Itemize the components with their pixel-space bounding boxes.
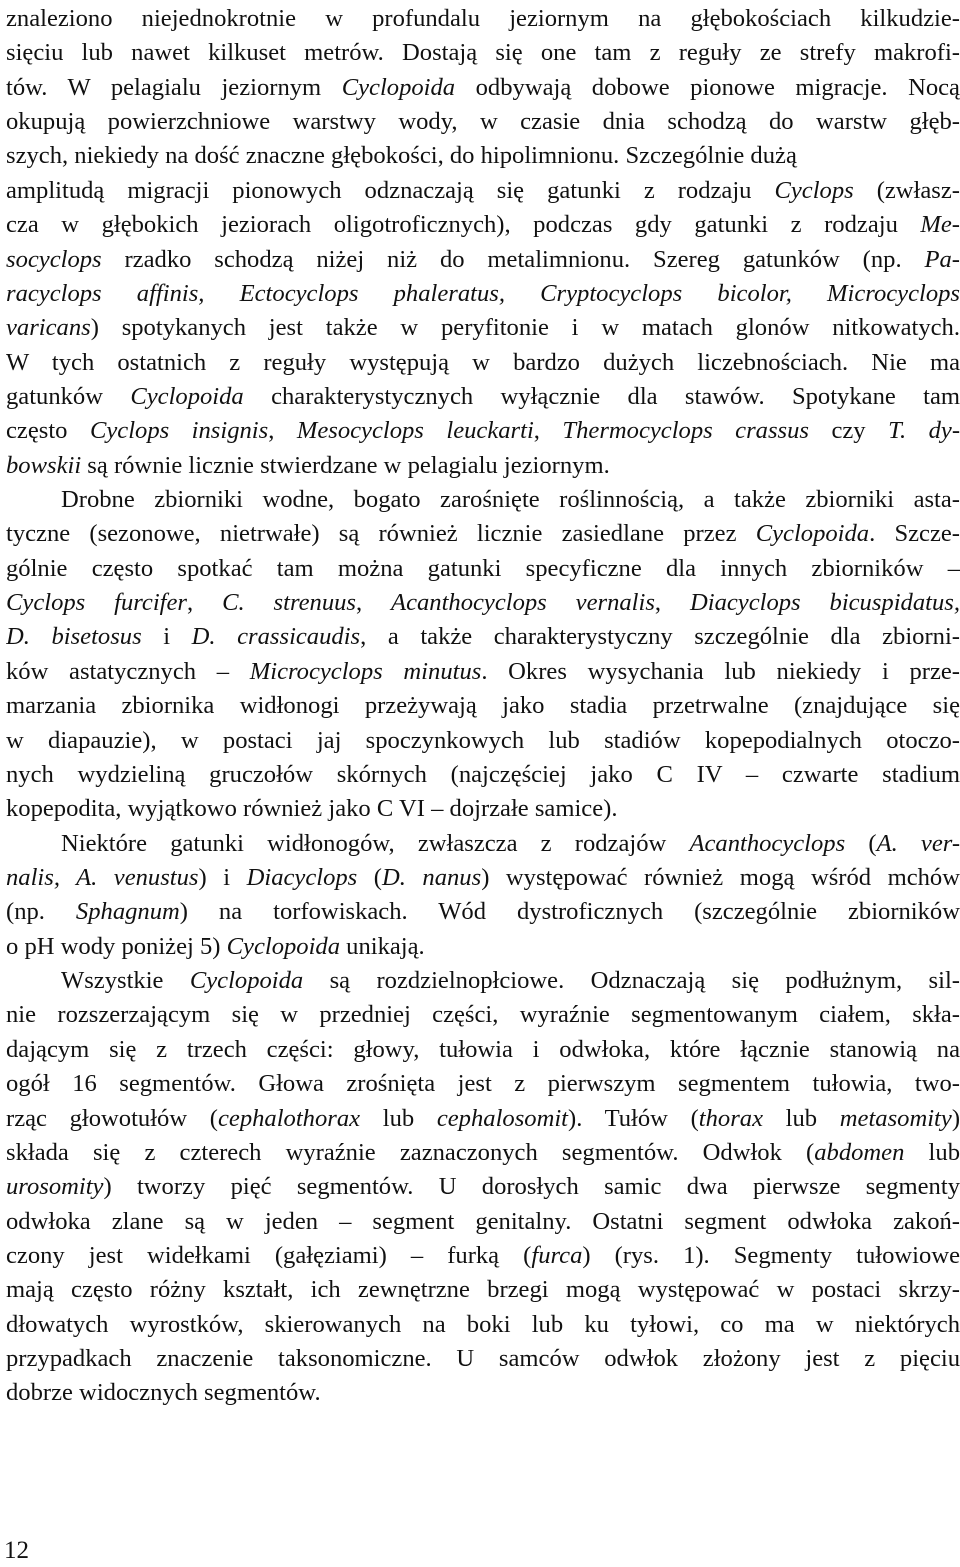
text-run: i <box>141 623 192 651</box>
text-run: ogół 16 segmentów. Głowa zrośnięta jest z pierwszym segmentem tułowia, two- <box>6 1070 960 1098</box>
italic-term: Mesocyclops leuckarti <box>296 417 534 445</box>
text-line <box>6 827 960 861</box>
text-line <box>6 1342 960 1376</box>
text-run: tyczne (sezonowe, nietrwałe) są również licznie zasiedlane przez <box>6 520 756 548</box>
italic-term: Cyclopoida <box>189 967 304 995</box>
text-run: ) występować również mogą wśród mchów <box>481 863 960 891</box>
text-line <box>6 895 960 929</box>
text-run: , a także charakterystyczny szczególnie dla zbiorni- <box>360 623 960 651</box>
text-run: , <box>187 589 223 617</box>
text-line <box>6 208 960 242</box>
text-line <box>6 930 960 964</box>
italic-term: C. strenuus <box>222 589 356 617</box>
text-line <box>6 105 960 139</box>
text-run: ). Tułów ( <box>568 1104 699 1132</box>
text-run: lub <box>763 1104 840 1132</box>
text-run: W tych ostatnich z reguły występują w bardzo dużych liczebnościach. Nie ma <box>6 348 960 376</box>
italic-term: cephalosomit <box>436 1104 568 1132</box>
italic-term: Acanthocyclops vernalis <box>391 589 655 617</box>
italic-term: varicans <box>6 314 91 342</box>
text-line <box>6 1067 960 1101</box>
italic-term: socyclops <box>6 245 102 273</box>
italic-term: Cyclopoida <box>130 382 244 410</box>
italic-term: Cyclopoida <box>226 932 341 960</box>
italic-term: D. crassicaudis <box>191 623 361 651</box>
page-number: 12 <box>4 1537 29 1564</box>
text-run: , <box>268 417 297 445</box>
text-line <box>6 724 960 758</box>
text-run: o pH wody poniżej 5) <box>6 932 227 960</box>
text-run: charakterystycznych wyłącznie dla stawów. Spotykane tam <box>243 382 960 410</box>
italic-term: Sphagnum <box>75 898 180 926</box>
italic-term: T. dy- <box>888 417 960 445</box>
text-run: rzadko schodzą niżej niż do metalimnionu. Szereg gatunków (np. <box>101 245 925 273</box>
text-run: ) i <box>198 863 247 891</box>
text-run: ) na torfowiskach. Wód dystroficznych (szczególnie zbiorników <box>179 898 960 926</box>
text-run: (zwłasz- <box>853 176 960 204</box>
text-run: (np. <box>6 898 76 926</box>
text-run: w diapauzie), w postaci jaj spoczynkowych lub stadiów kopepodialnych otoczo- <box>6 726 960 754</box>
text-run: odbywają dobowe pionowe migracje. Nocą <box>455 73 960 101</box>
text-line <box>6 311 960 345</box>
text-run: są równie licznie stwierdzane w pelagialu jeziornym. <box>81 451 610 479</box>
text-line <box>6 792 960 826</box>
text-run: ( <box>845 829 877 857</box>
text-run: . Szcze- <box>869 520 960 548</box>
text-line <box>6 449 960 483</box>
italic-term: Thermocyclops crassus <box>562 417 809 445</box>
text-run: dłowatych wyrostków, skierowanych na boki lub ku tyłowi, co ma w niektórych <box>6 1310 960 1338</box>
text-line <box>6 1205 960 1239</box>
italic-term: urosomity <box>6 1173 104 1201</box>
text-line <box>6 517 960 551</box>
text-line <box>6 414 960 448</box>
text-line <box>6 861 960 895</box>
text-run: lub <box>360 1104 437 1132</box>
text-line <box>6 1136 960 1170</box>
italic-term: Acanthocyclops <box>689 829 846 857</box>
text-line <box>6 139 960 173</box>
text-run: szych, niekiedy na dość znaczne głębokości, do hipolimnionu. Szczególnie dużą <box>6 142 797 170</box>
text-run: przypadkach znaczenie taksonomiczne. U samców odwłok złożony jest z pięciu <box>6 1345 960 1373</box>
italic-term: racyclops affinis, Ectocyclops phaleratus, Cryptocyclops bicolor, Microcyclops <box>6 279 960 307</box>
italic-term: bowskii <box>6 451 82 479</box>
text-run: znaleziono niejednokrotnie w profundalu jeziornym na głębokościach kilkudzie- <box>6 5 960 32</box>
italic-term: thorax <box>698 1104 763 1132</box>
italic-term: cephalothorax <box>217 1104 361 1132</box>
text-line <box>6 380 960 414</box>
text-line <box>6 552 960 586</box>
text-run: ) (rys. 1). Segmenty tułowiowe <box>582 1241 960 1269</box>
text-line <box>6 1033 960 1067</box>
text-run: cza w głębokich jeziorach oligotroficznych), podczas gdy gatunki z rodzaju <box>6 211 921 239</box>
text-line <box>6 277 960 311</box>
text-line <box>6 71 960 105</box>
text-run: są rozdzielnopłciowe. Odznaczają się podłużnym, sil- <box>303 967 960 995</box>
text-run: . Okres wysychania lub niekiedy i prze- <box>481 657 960 685</box>
text-run: rząc głowotułów ( <box>6 1104 218 1132</box>
text-run: ) tworzy pięć segmentów. U dorosłych samic dwa pierwsze segmenty <box>103 1173 960 1201</box>
text-run: nie rozszerzającym się w przedniej części, wyraźnie segmentowanym ciałem, skła- <box>6 1001 960 1029</box>
text-line <box>6 1170 960 1204</box>
italic-term: A. ver- <box>876 829 960 857</box>
italic-term: Cyclops insignis <box>89 417 269 445</box>
text-line <box>6 174 960 208</box>
text-line <box>6 689 960 723</box>
italic-term: nalis, A. venustus <box>6 863 199 891</box>
text-line <box>6 1102 960 1136</box>
italic-term: Me- <box>920 211 960 239</box>
text-run: , <box>533 417 563 445</box>
text-run: często <box>6 417 90 445</box>
text-run: czony jest widełkami (gałęziami) – furką ( <box>6 1241 532 1269</box>
text-run: ków astatycznych – <box>6 657 250 685</box>
text-run: ) spotykanych jest także w peryfitonie i w matach glonów nitkowatych. <box>90 314 960 342</box>
italic-term: Pa- <box>924 245 960 273</box>
text-run: Wszystkie <box>61 967 190 995</box>
text-run: ( <box>357 863 382 891</box>
text-run: gatunków <box>6 382 131 410</box>
text-run: mają często różny kształt, ich zewnętrzne brzegi mogą występować w postaci skrzy- <box>6 1276 960 1304</box>
text-line <box>6 964 960 998</box>
text-run: ) <box>951 1104 960 1132</box>
text-line <box>6 1308 960 1342</box>
italic-term: furca <box>531 1241 583 1269</box>
text-run: tów. W pelagialu jeziornym <box>6 73 342 101</box>
text-line <box>6 998 960 1032</box>
text-line <box>6 758 960 792</box>
text-run: odwłoka zlane są w jeden – segment genitalny. Ostatni segment odwłoka zakoń- <box>6 1207 960 1235</box>
text-run: gólnie często spotkać tam można gatunki specyficzne dla innych zbiorników – <box>6 554 960 582</box>
italic-term: Cyclopoida <box>755 520 870 548</box>
italic-term: Cyclopoida <box>341 73 456 101</box>
text-run: unikają. <box>340 932 425 960</box>
text-run: dobrze widocznych segmentów. <box>6 1379 321 1407</box>
text-run: dającym się z trzech części: głowy, tułowia i odwłoka, które łącznie stanowią na <box>6 1035 960 1063</box>
text-line <box>6 243 960 277</box>
text-run: , <box>355 589 392 617</box>
text-line <box>6 1239 960 1273</box>
text-line <box>6 1376 960 1410</box>
italic-term: metasomity <box>839 1104 952 1132</box>
text-run: nych wydzieliną gruczołów skórnych (najczęściej jako C IV – czwarte stadium <box>6 760 960 788</box>
italic-term: abdomen <box>814 1138 905 1166</box>
text-run: lub <box>904 1138 960 1166</box>
italic-term: Diacyclops <box>246 863 358 891</box>
text-run: sięciu lub nawet kilkuset metrów. Dostają się one tam z reguły ze strefy makrofi- <box>6 39 960 67</box>
text-run: marzania zbiornika widłonogi przeżywają jako stadia przetrwalne (znajdujące się <box>6 692 960 720</box>
text-line <box>6 483 960 517</box>
text-run: składa się z czterech wyraźnie zaznaczonych segmentów. Odwłok ( <box>6 1138 815 1166</box>
italic-term: D. nanus <box>381 863 482 891</box>
body-text <box>6 2 960 1411</box>
text-line <box>6 655 960 689</box>
text-run: kopepodita, wyjątkowo również jako C VI – dojrzałe samice). <box>6 795 618 823</box>
italic-term: Cyclops furcifer <box>6 589 188 617</box>
text-run: okupują powierzchniowe warstwy wody, w czasie dnia schodzą do warstw głęb- <box>6 108 960 136</box>
italic-term: Diacyclops bicuspidatus, <box>689 589 960 617</box>
italic-term: Cyclops <box>774 176 854 204</box>
italic-term: Microcyclops minutus <box>249 657 482 685</box>
text-run: Niektóre gatunki widłonogów, zwłaszcza z rodzajów <box>61 829 690 857</box>
text-line <box>6 346 960 380</box>
text-line <box>6 2 960 36</box>
text-line <box>6 1273 960 1307</box>
italic-term: D. bisetosus <box>6 623 142 651</box>
text-run: amplitudą migracji pionowych odznaczają się gatunki z rodzaju <box>6 176 775 204</box>
text-line <box>6 586 960 620</box>
text-run: , <box>654 589 690 617</box>
text-line <box>6 36 960 70</box>
text-run: czy <box>808 417 889 445</box>
text-line <box>6 620 960 654</box>
text-run: Drobne zbiorniki wodne, bogato zarośnięte roślinnością, a także zbiorniki asta- <box>61 486 960 514</box>
